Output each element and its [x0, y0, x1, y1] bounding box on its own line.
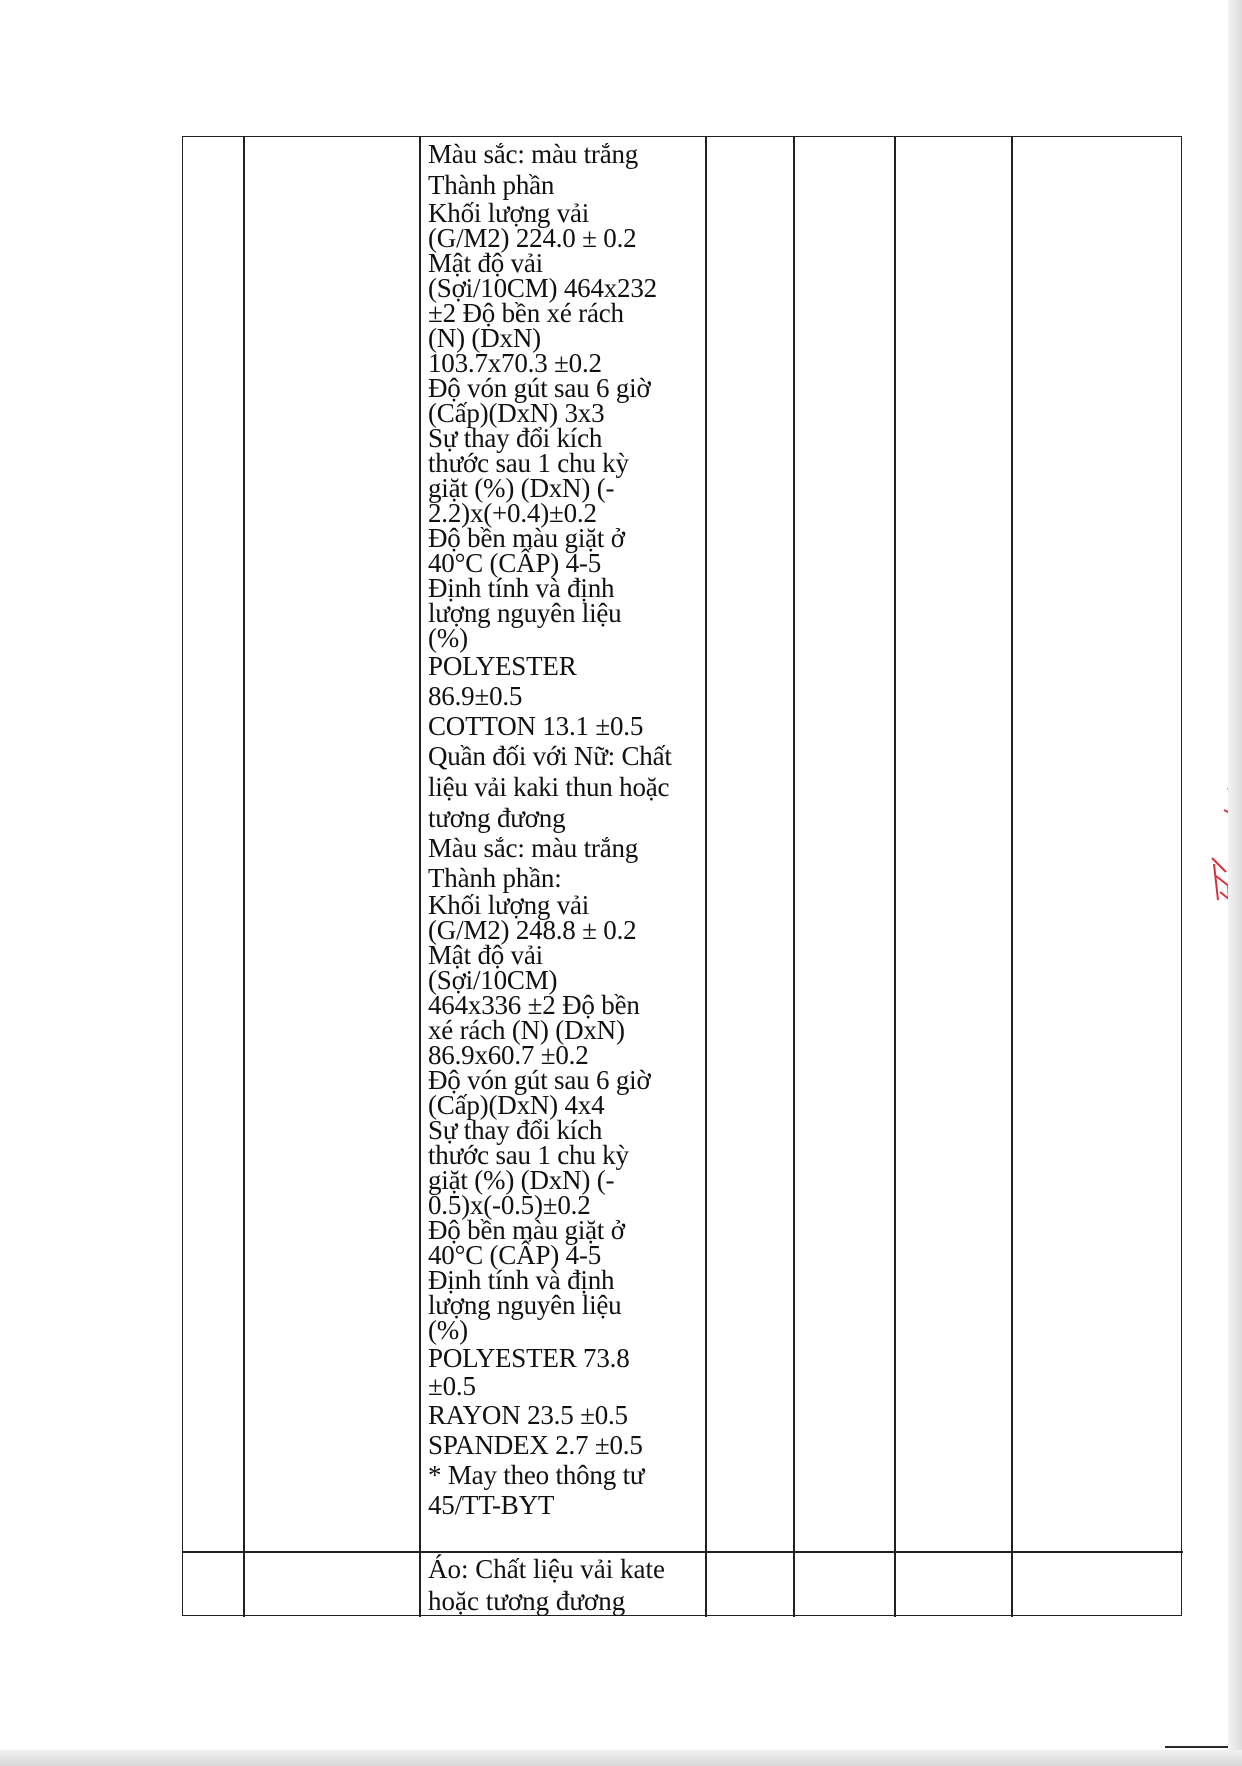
description-line: thước sau 1 chu kỳ [428, 448, 629, 478]
column-divider [793, 137, 795, 1617]
description-line: POLYESTER [428, 651, 577, 681]
description-line: (%) [428, 1315, 468, 1345]
description-line: Độ bền màu giặt ở [428, 1215, 625, 1245]
description-line: (Sợi/10CM) [428, 965, 558, 995]
description-line: 40°C (CẤP) 4-5 [428, 548, 602, 578]
description-line: ±0.5 [428, 1371, 476, 1401]
column-divider [243, 137, 245, 1617]
description-line: Độ bền màu giặt ở [428, 523, 625, 553]
description-line: (%) [428, 623, 468, 653]
description-line: hoặc tương đương [428, 1586, 626, 1616]
description-line: Màu sắc: màu trắng [428, 833, 639, 863]
description-line: 464x336 ±2 Độ bền [428, 990, 640, 1020]
description-line: Khối lượng vải [428, 890, 590, 920]
description-line: Thành phần [428, 170, 555, 200]
description-line: 45/TT-BYT [428, 1490, 555, 1520]
description-line: Thành phần: [428, 863, 562, 893]
description-line: giặt (%) (DxN) (- [428, 1165, 615, 1195]
description-line: Khối lượng vải [428, 198, 590, 228]
description-line: 0.5)x(-0.5)±0.2 [428, 1190, 591, 1220]
description-line: RAYON 23.5 ±0.5 [428, 1400, 628, 1430]
description-line: 2.2)x(+0.4)±0.2 [428, 498, 597, 528]
description-line: Sự thay đổi kích [428, 1115, 603, 1145]
description-line: (Cấp)(DxN) 4x4 [428, 1090, 605, 1120]
description-line: Mật độ vải [428, 940, 543, 970]
description-line: (N) (DxN) [428, 323, 541, 353]
description-line: (Sợi/10CM) 464x232 [428, 273, 657, 303]
description-line: Độ vón gút sau 6 giờ [428, 373, 651, 403]
description-line: tương đương [428, 803, 566, 833]
column-divider [1011, 137, 1013, 1617]
description-line: Định tính và định [428, 1265, 615, 1295]
description-line: thước sau 1 chu kỳ [428, 1140, 629, 1170]
description-line: 86.9±0.5 [428, 681, 523, 711]
description-line: lượng nguyên liệu [428, 598, 622, 628]
description-line: Áo: Chất liệu vải kate [428, 1554, 665, 1584]
description-line: xé rách (N) (DxN) [428, 1015, 625, 1045]
description-line: giặt (%) (DxN) (- [428, 473, 615, 503]
description-line: Mật độ vải [428, 248, 543, 278]
description-line: liệu vải kaki thun hoặc [428, 772, 670, 802]
description-line: (Cấp)(DxN) 3x3 [428, 398, 605, 428]
page-edge-mark [1165, 1746, 1235, 1748]
description-line: COTTON 13.1 ±0.5 [428, 711, 644, 741]
row2-description-cell [428, 1553, 718, 1617]
description-line: SPANDEX 2.7 ±0.5 [428, 1430, 643, 1460]
description-line: lượng nguyên liệu [428, 1290, 622, 1320]
description-line: Màu sắc: màu trắng [428, 139, 639, 169]
page-shadow [1228, 0, 1242, 1766]
description-line: Độ vón gút sau 6 giờ [428, 1065, 651, 1095]
description-line: Sự thay đổi kích [428, 423, 603, 453]
description-line: ±2 Độ bền xé rách [428, 298, 624, 328]
description-line: Quần đối với Nữ: Chất [428, 741, 672, 771]
description-line: 40°C (CẤP) 4-5 [428, 1240, 602, 1270]
description-line: 103.7x70.3 ±0.2 [428, 348, 602, 378]
description-line: * May theo thông tư [428, 1460, 645, 1490]
row1-description-cell [428, 139, 718, 1520]
description-line: (G/M2) 224.0 ± 0.2 [428, 223, 637, 253]
spec-table [182, 136, 1182, 1616]
description-line: (G/M2) 248.8 ± 0.2 [428, 915, 637, 945]
description-line: POLYESTER 73.8 [428, 1343, 630, 1373]
description-line: 86.9x60.7 ±0.2 [428, 1040, 589, 1070]
page-shadow [0, 1750, 1242, 1766]
column-divider [894, 137, 896, 1617]
description-line: Định tính và định [428, 573, 615, 603]
column-divider [419, 137, 421, 1617]
